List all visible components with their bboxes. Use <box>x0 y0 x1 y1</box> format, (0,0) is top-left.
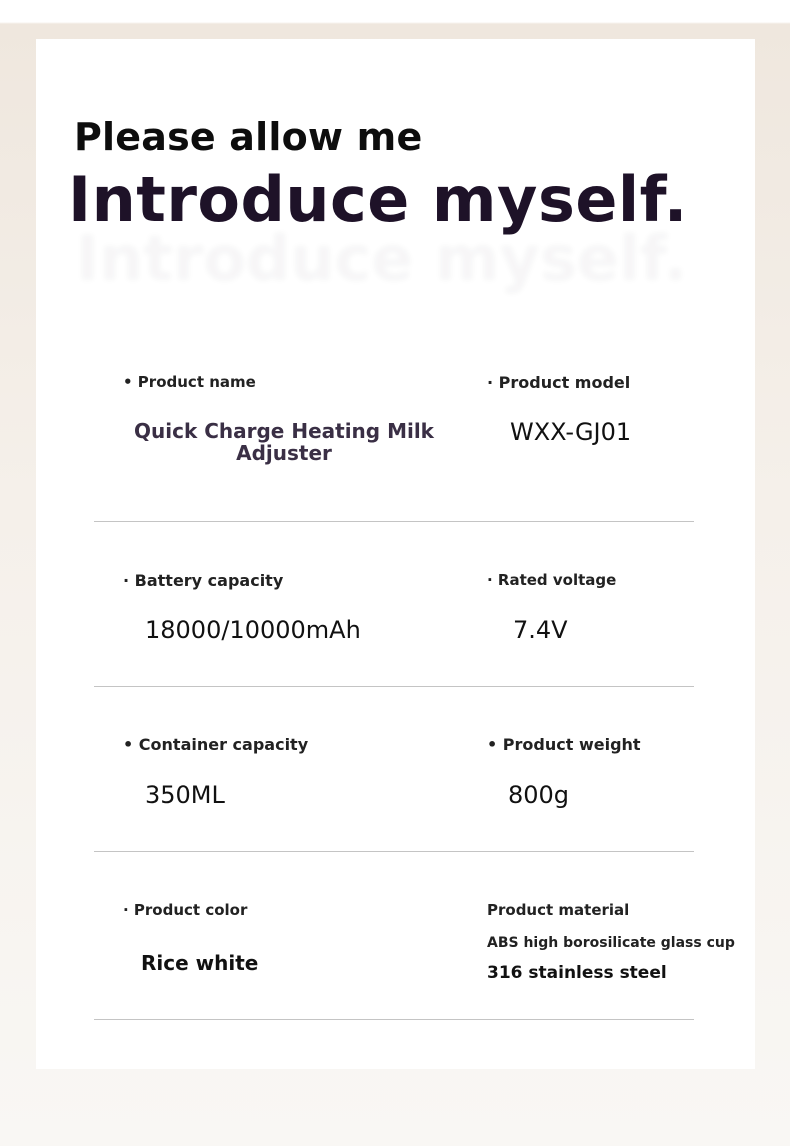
product-material-value-line-1: ABS high borosilicate glass cup <box>487 935 735 951</box>
product-name-value: Quick Charge Heating Milk Adjuster <box>134 419 434 465</box>
product-weight-label: • Product weight <box>487 735 641 754</box>
container-capacity-label: • Container capacity <box>123 735 309 754</box>
container-capacity-value: 350ML <box>145 781 225 809</box>
product-name-label: • Product name <box>123 373 256 391</box>
heading-line-1: Please allow me <box>74 115 423 159</box>
heading-line-2: Introduce myself. <box>68 163 688 236</box>
rated-voltage-value: 7.4V <box>513 616 568 644</box>
product-weight-value: 800g <box>508 781 570 809</box>
divider <box>94 1019 694 1020</box>
battery-capacity-value: 18000/10000mAh <box>145 616 361 644</box>
product-color-value: Rice white <box>141 951 259 975</box>
rated-voltage-label: · Rated voltage <box>487 571 617 589</box>
product-material-label: Product material <box>487 901 630 919</box>
product-material-value-line-2: 316 stainless steel <box>487 963 667 983</box>
product-model-value: WXX-GJ01 <box>510 418 632 446</box>
product-model-label: · Product model <box>487 373 631 392</box>
heading-reflection <box>76 222 687 295</box>
battery-capacity-label: · Battery capacity <box>123 571 284 590</box>
divider <box>94 521 694 522</box>
divider <box>94 686 694 687</box>
product-color-label: · Product color <box>123 901 248 919</box>
divider <box>94 851 694 852</box>
